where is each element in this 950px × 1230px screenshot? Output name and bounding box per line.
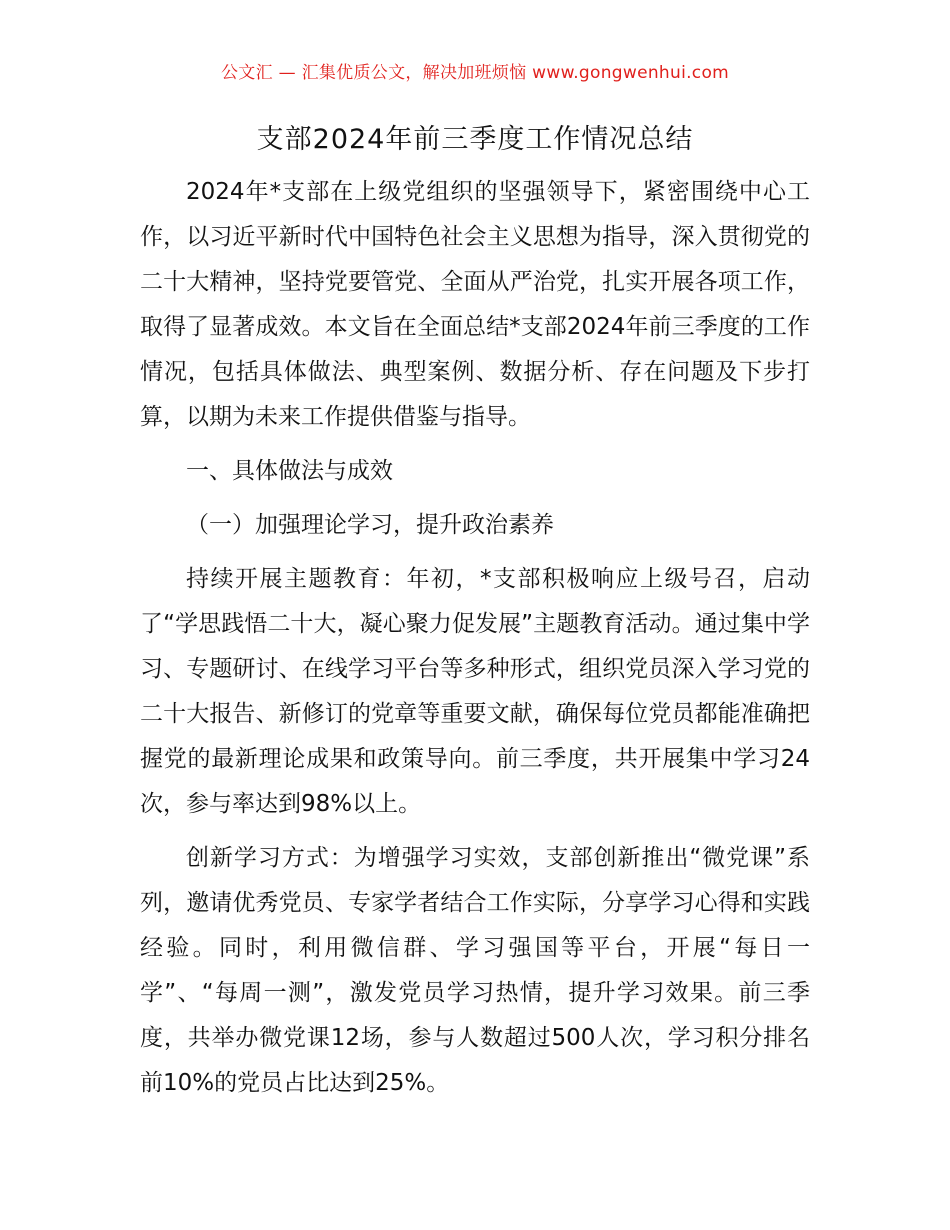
body-paragraph: 持续开展主题教育：年初，*支部积极响应上级号召，启动了“学思践悟二十大，凝心聚力促发展”主题教育活动。通过集中学习、专题研讨、在线学习平台等多种形式，组织党员深入学习党的二十大报告、新修订的党章等重要文献，确保每位党员都能准确把握党的最新理论成果和政策导向。前三季度，共开展集中学习24次，参与率达到98%以上。: [140, 566, 810, 817]
body-paragraph: 创新学习方式：为增强学习实效，支部创新推出“微党课”系列，邀请优秀党员、专家学者结合工作实际，分享学习心得和实践经验。同时，利用微信群、学习强国等平台，开展“每日一学”、“每周一测”，激发党员学习热情，提升学习效果。前三季度，共举办微党课12场，参与人数超过500人次，学习积分排名前10%的党员占比达到25%。: [140, 845, 810, 1096]
document-body: [140, 170, 810, 1115]
section-heading: 一、具体做法与成效: [186, 458, 393, 484]
header-banner[interactable]: 公文汇 — 汇集优质公文，解决加班烦恼 www.gongwenhui.com: [220, 63, 730, 83]
page-title: 支部2024年前三季度工作情况总结: [256, 124, 694, 155]
intro-paragraph: 2024年*支部在上级党组织的坚强领导下，紧密围绕中心工作，以习近平新时代中国特色社会主义思想为指导，深入贯彻党的二十大精神，坚持党要管党、全面从严治党，扎实开展各项工作，取得了显著成效。本文旨在全面总结*支部2024年前三季度的工作情况，包括具体做法、典型案例、数据分析、存在问题及下步打算，以期为未来工作提供借鉴与指导。: [140, 179, 810, 430]
subsection-heading: （一）加强理论学习，提升政治素养: [186, 512, 554, 538]
